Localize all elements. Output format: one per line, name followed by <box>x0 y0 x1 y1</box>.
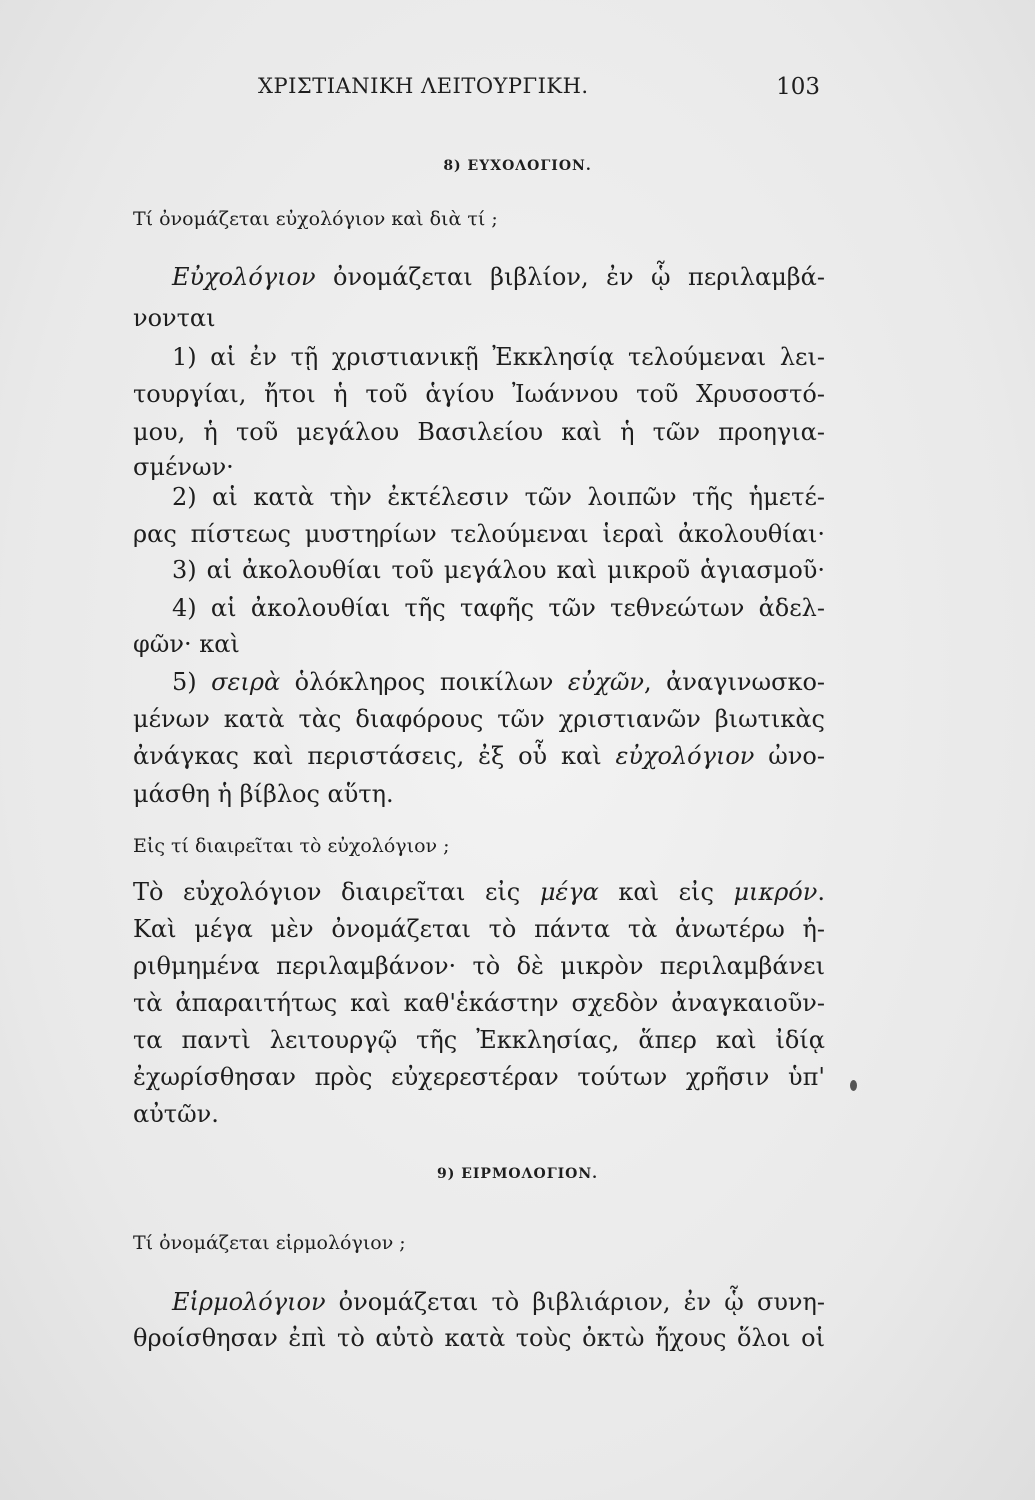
text-line: Εἱρμολόγιον ὀνομάζεται τὸ βιβλιάριον, ἐν ᾧ συνη- <box>172 1288 825 1316</box>
page-number: 103 <box>776 74 820 100</box>
text-line: 4) αἱ ἀκολουθίαι τῆς ταφῆς τῶν τεθνεώτων ἀδελ- <box>172 594 825 622</box>
ink-speck <box>850 1080 857 1091</box>
text-line: αὐτῶν. <box>133 1100 219 1128</box>
question-euchologion: Τί ὀνομάζεται εὐχολόγιον καὶ διὰ τί ; <box>133 208 498 230</box>
text-line: ἐχωρίσθησαν πρὸς εὐχερεστέραν τούτων χρῆσιν ὑπ' <box>133 1063 825 1091</box>
text-line: 2) αἱ κατὰ τὴν ἐκτέλεσιν τῶν λοιπῶν τῆς ἡμετέ- <box>172 483 825 511</box>
text-line: τα παντὶ λειτουργῷ τῆς Ἐκκλησίας, ἅπερ καὶ ἰδίᾳ <box>133 1026 825 1054</box>
question-euchologion-division: Εἰς τί διαιρεῖται τὸ εὐχολόγιον ; <box>133 835 450 857</box>
text-line: Καὶ μέγα μὲν ὀνομάζεται τὸ πάντα τὰ ἀνωτέρω ἠ- <box>133 915 825 943</box>
running-title: ΧΡΙΣΤΙΑΝΙΚΗ ΛΕΙΤΟΥΡΓΙΚΗ. <box>258 74 589 98</box>
text-line: μάσθη ἡ βίβλος αὕτη. <box>133 780 394 808</box>
text-line: σμένων· <box>133 453 234 481</box>
text-line: ἀνάγκας καὶ περιστάσεις, ἐξ οὗ καὶ εὐχολόγιον ὠνο- <box>133 742 825 770</box>
text-line: μου, ἡ τοῦ μεγάλου Βασιλείου καὶ ἡ τῶν προηγια- <box>133 418 825 446</box>
text-line: τουργίαι, ἤτοι ἡ τοῦ ἁγίου Ἰωάννου τοῦ Χρυσοστό- <box>133 380 825 408</box>
text-line: 1) αἱ ἐν τῇ χριστιανικῇ Ἐκκλησίᾳ τελούμεναι λει- <box>172 343 825 371</box>
text-line: μένων κατὰ τὰς διαφόρους τῶν χριστιανῶν βιωτικὰς <box>133 705 825 733</box>
text-line: Εὐχολόγιον ὀνομάζεται βιβλίον, ἐν ᾧ περιλαμβά- <box>172 263 825 291</box>
question-heirmologion: Τί ὀνομάζεται εἱρμολόγιον ; <box>133 1232 406 1254</box>
text-line: θροίσθησαν ἐπὶ τὸ αὐτὸ κατὰ τοὺς ὀκτὼ ἤχους ὅλοι οἱ <box>133 1324 825 1352</box>
text-line: 3) αἱ ἀκολουθίαι τοῦ μεγάλου καὶ μικροῦ ἁγιασμοῦ· <box>172 556 825 584</box>
text-line: ριθμημένα περιλαμβάνον· τὸ δὲ μικρὸν περιλαμβάνει <box>133 952 825 980</box>
page-header <box>130 74 820 108</box>
text-line: τὰ ἀπαραιτήτως καὶ καθ'ἑκάστην σχεδὸν ἀναγκαιοῦν- <box>133 989 825 1017</box>
text-line: 5) σειρὰ ὁλόκληρος ποικίλων εὐχῶν, ἀναγινωσκο- <box>172 668 826 696</box>
text-line: φῶν· καὶ <box>133 630 240 658</box>
text-line: ρας πίστεως μυστηρίων τελούμεναι ἱεραὶ ἀκολουθίαι· <box>133 520 825 548</box>
text-line: νονται <box>133 304 216 332</box>
text-line: Τὸ εὐχολόγιον διαιρεῖται εἰς μέγα καὶ εἰς μικρόν. <box>133 878 825 906</box>
section-heading-heirmologion: 9) ΕΙΡΜΟΛΟΓΙΟΝ. <box>436 1166 599 1182</box>
section-heading-euchologion: 8) ΕΥΧΟΛΟΓΙΟΝ. <box>443 158 592 174</box>
